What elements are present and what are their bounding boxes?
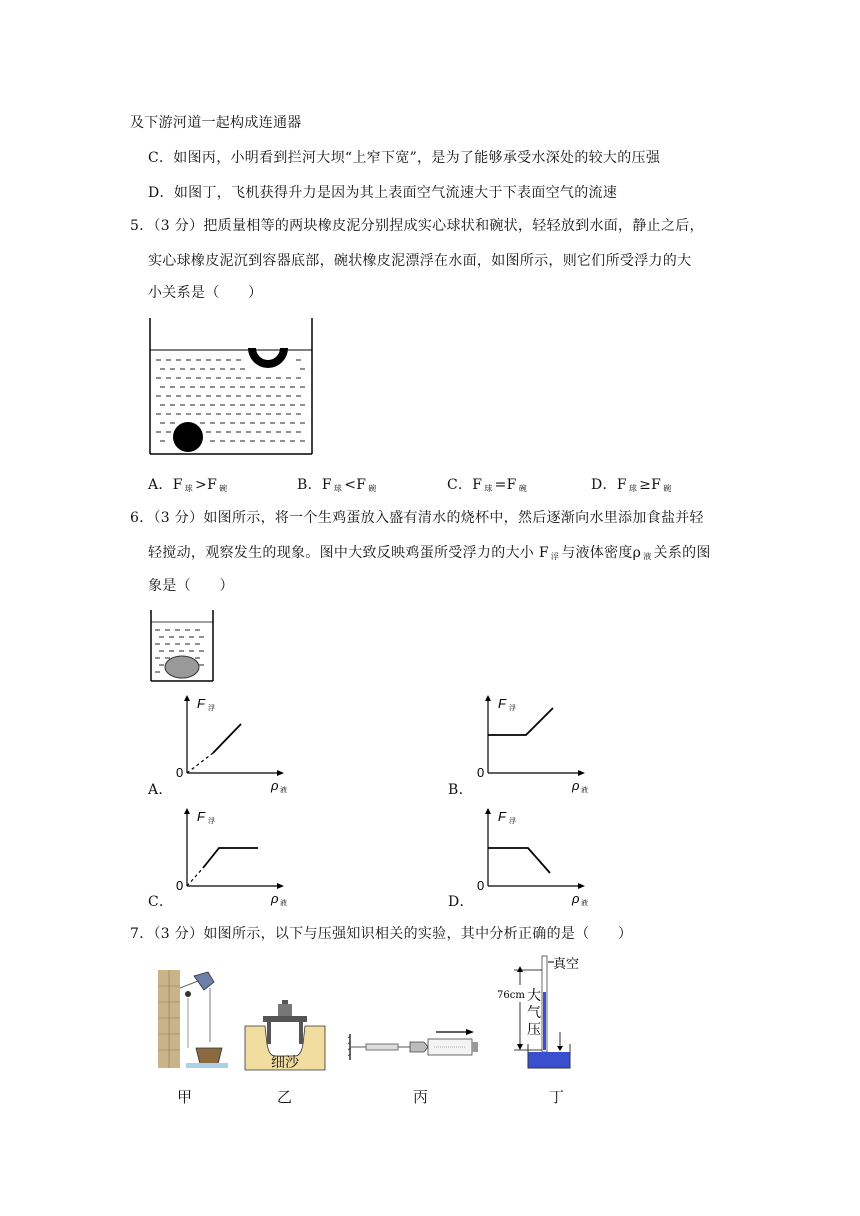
- q6-line1: 6．（3 分）如图所示，将一个生鸡蛋放入盛有清水的烧杯中，然后逐渐向水里添加食盐并轻: [130, 510, 704, 526]
- q5-line2: 实心球橡皮泥沉到容器底部，碗状橡皮泥漂浮在水面，如图所示，则它们所受浮力的大: [148, 253, 692, 269]
- atm-char-1: 大: [527, 988, 541, 1004]
- atm-char-3: 压: [527, 1022, 541, 1038]
- svg-text:浮: 浮: [208, 704, 215, 712]
- svg-text:浮: 浮: [208, 817, 215, 825]
- fig-ding-label: 丁: [549, 1088, 565, 1106]
- fig-bing-syringe: [348, 1028, 480, 1062]
- height-label: 76cm: [497, 990, 525, 1001]
- q5-line1: 5．（3 分）把质量相等的两块橡皮泥分别捏成实心球状和碗状，轻轻放到水面，静止之后，: [130, 218, 704, 234]
- graph-b-label[interactable]: B．: [448, 782, 473, 798]
- graph-a[interactable]: [175, 695, 285, 795]
- svg-text:ρ: ρ: [271, 891, 279, 906]
- q7-line1: 7．（3 分）如图所示，以下与压强知识相关的实验，其中分析正确的是（ ）: [130, 926, 633, 942]
- svg-text:0: 0: [176, 878, 184, 893]
- graph-d-label[interactable]: D．: [448, 894, 474, 910]
- fig-yi-label: 乙: [277, 1088, 293, 1106]
- graph-c[interactable]: [175, 808, 285, 908]
- svg-text:液: 液: [581, 786, 588, 794]
- q5-option-c[interactable]: C．F $_球$ =F $_碗$: [447, 477, 527, 493]
- svg-text:0: 0: [176, 765, 184, 780]
- fig-jia-wall-spout: [158, 968, 228, 1070]
- q5-option-d[interactable]: D．F $_球$ ≥F $_碗$: [591, 477, 672, 493]
- svg-text:F: F: [197, 696, 205, 711]
- fig-ding-barometer: [494, 952, 614, 1070]
- q6-beaker-figure: [150, 610, 214, 682]
- svg-text:浮: 浮: [509, 817, 516, 825]
- svg-text:F: F: [498, 809, 506, 824]
- fig-bing-label: 丙: [413, 1088, 429, 1106]
- q5-option-a[interactable]: A．F $_球$ >F $_碗$: [148, 477, 228, 493]
- q6-line3: 象是（ ）: [148, 578, 234, 594]
- svg-text:液: 液: [280, 786, 287, 794]
- continuation-line: 及下游河道一起构成连通器: [130, 115, 302, 131]
- svg-text:F: F: [197, 809, 205, 824]
- q5-container-figure: [148, 318, 314, 458]
- q5-line3: 小关系是（ ）: [148, 285, 263, 301]
- svg-text:ρ: ρ: [572, 891, 580, 906]
- svg-text:浮: 浮: [509, 704, 516, 712]
- svg-text:0: 0: [477, 878, 485, 893]
- option-c-prev: C．如图丙，小明看到拦河大坝“上窄下宽”，是为了能够承受水深处的较大的压强: [148, 150, 661, 166]
- svg-text:液: 液: [280, 899, 287, 907]
- svg-text:ρ: ρ: [572, 778, 580, 793]
- fig-yi-sandbox: [245, 1000, 325, 1072]
- option-d-prev: D．如图丁，飞机获得升力是因为其上表面空气流速大于下表面空气的流速: [148, 185, 618, 201]
- svg-text:0: 0: [477, 765, 485, 780]
- graph-a-label[interactable]: A．: [148, 782, 173, 798]
- svg-text:ρ: ρ: [271, 778, 279, 793]
- graph-c-label[interactable]: C．: [148, 894, 174, 910]
- fig-jia-label: 甲: [177, 1088, 193, 1106]
- atm-char-2: 气: [527, 1005, 541, 1021]
- sand-label: 细沙: [271, 1055, 299, 1071]
- vacuum-label: 真空: [553, 957, 580, 972]
- q6-line2: 轻搅动，观察发生的现象。图中大致反映鸡蛋所受浮力的大小 F $_浮$ 与液体密度ρ $_液$ 关系的图: [148, 545, 711, 561]
- q5-option-b[interactable]: B．F $_球$ <F $_碗$: [297, 477, 377, 493]
- svg-text:液: 液: [581, 899, 588, 907]
- graph-d[interactable]: [476, 808, 586, 908]
- svg-text:F: F: [498, 696, 506, 711]
- graph-b[interactable]: [476, 695, 586, 795]
